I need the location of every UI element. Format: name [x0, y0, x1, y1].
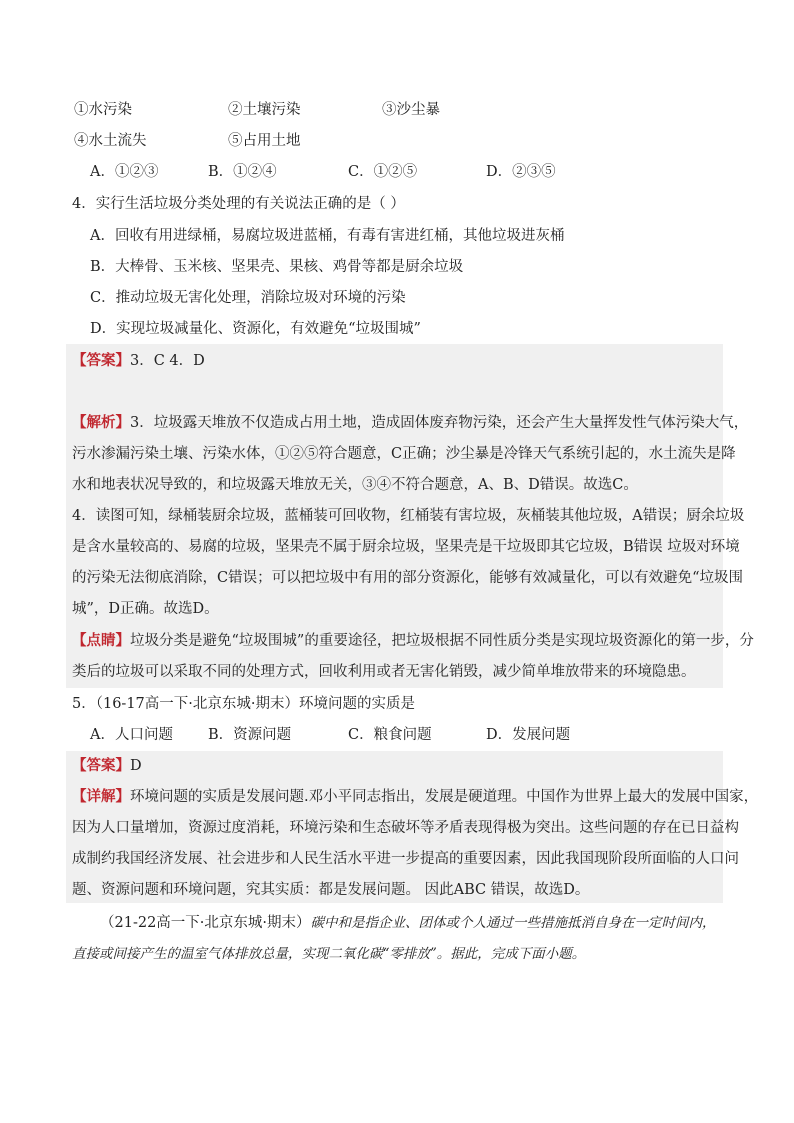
analysis-line-5: 是含水量较高的、易腐的垃圾，坚果壳不属于厨余垃圾，坚果壳是干垃圾即其它垃圾，B错误 垃圾对环境	[72, 539, 740, 555]
analysis-label: 【解析】	[72, 414, 130, 431]
q4-choice-a: A．回收有用进绿桶，易腐垃圾进蓝桶，有毒有害进红桶，其他垃圾进灰桶	[90, 228, 565, 244]
answer-text: 3．C 4．D	[130, 353, 205, 369]
analysis-line-7: 城”，D正确。故选D。	[72, 601, 219, 617]
q3-choice-b: B．①②④	[208, 164, 277, 180]
q5-choice-a: A．人口问题	[90, 727, 173, 743]
intro-text-1: 碳中和是指企业、团体或个人通过一些措施抵消自身在一定时间内，	[310, 915, 716, 931]
q3-option-4: ④水土流失	[74, 133, 147, 149]
q3-option-2: ②土壤污染	[228, 102, 301, 118]
detail-line-2: 因为人口量增加，资源过度消耗，环境污染和生态破坏等矛盾表现得极为突出。这些问题的存在已日益构	[72, 820, 739, 836]
q3-option-1: ①水污染	[74, 102, 132, 118]
tip-line-2: 类后的垃圾可以采取不同的处理方式，回收利用或者无害化销毁，减少简单堆放带来的环境隐患。	[72, 664, 696, 680]
answer-label: 【答案】	[72, 352, 130, 369]
q4-stem: 4．实行生活垃圾分类处理的有关说法正确的是（ ）	[72, 196, 405, 212]
analysis-line-1: 【解析】3．垃圾露天堆放不仅造成占用土地，造成固体废弃物污染，还会产生大量挥发性气体污染大气，	[72, 414, 749, 431]
intro-line-1	[100, 913, 716, 933]
analysis-line-6: 的污染无法彻底消除，C错误；可以把垃圾中有用的部分资源化，能够有效减量化，可以有效避免“垃圾围	[72, 570, 744, 586]
q3-option-3: ③沙尘暴	[382, 102, 440, 118]
analysis-line-2: 污水渗漏污染土壤、污染水体，①②⑤符合题意，C正确；沙尘暴是冷锋天气系统引起的，水土流失是降	[72, 446, 736, 462]
analysis-line-4: 4．读图可知，绿桶装厨余垃圾，蓝桶装可回收物，红桶装有害垃圾，灰桶装其他垃圾，A错误；厨余垃圾	[72, 508, 745, 524]
answer-q3-q4	[72, 351, 205, 371]
q5-choice-d: D．发展问题	[486, 727, 571, 743]
tip-line-1: 【点睛】垃圾分类是避免“垃圾围城”的重要途径，把垃圾根据不同性质分类是实现垃圾资源化的第一步，分	[72, 632, 754, 649]
intro-source: （21-22高一下·北京东城·期末）	[100, 915, 311, 931]
q5-choice-c: C．粮食问题	[348, 727, 432, 743]
q3-choice-a: A．①②③	[90, 164, 159, 180]
q3-option-5: ⑤占用土地	[228, 133, 301, 149]
q4-choice-c: C．推动垃圾无害化处理，消除垃圾对环境的污染	[90, 290, 406, 306]
q5-choice-b: B．资源问题	[208, 727, 292, 743]
answer-q5-label: 【答案】	[72, 757, 130, 774]
q4-choice-d: D．实现垃圾减量化、资源化，有效避免“垃圾围城”	[90, 321, 421, 337]
detail-label: 【详解】	[72, 788, 130, 805]
q4-choice-b: B．大棒骨、玉米核、坚果壳、果核、鸡骨等都是厨余垃圾	[90, 259, 464, 275]
q5-stem: 5．（16-17高一下·北京东城·期末）环境问题的实质是	[72, 696, 415, 712]
detail-line-4: 题、资源问题和环境问题，究其实质：都是发展问题。 因此ABC 错误，故选D。	[72, 882, 590, 898]
tip-label: 【点睛】	[72, 632, 130, 649]
detail-line-3: 成制约我国经济发展、社会进步和人民生活水平进一步提高的重要因素，因此我国现阶段所面临的人口问	[72, 851, 739, 867]
q3-choice-d: D．②③⑤	[486, 164, 556, 180]
detail-line-1: 【详解】环境问题的实质是发展问题.邓小平同志指出，发展是硬道理。中国作为世界上最大的发展中国家，	[72, 788, 759, 805]
q3-choice-c: C．①②⑤	[348, 164, 418, 180]
intro-line-2: 直接或间接产生的温室气体排放总量，实现二氧化碳“零排放”。据此，完成下面小题。	[72, 946, 586, 962]
answer-q5: 【答案】D	[72, 757, 142, 774]
analysis-line-3: 水和地表状况导致的，和垃圾露天堆放无关，③④不符合题意，A、B、D错误。故选C。	[72, 477, 638, 493]
